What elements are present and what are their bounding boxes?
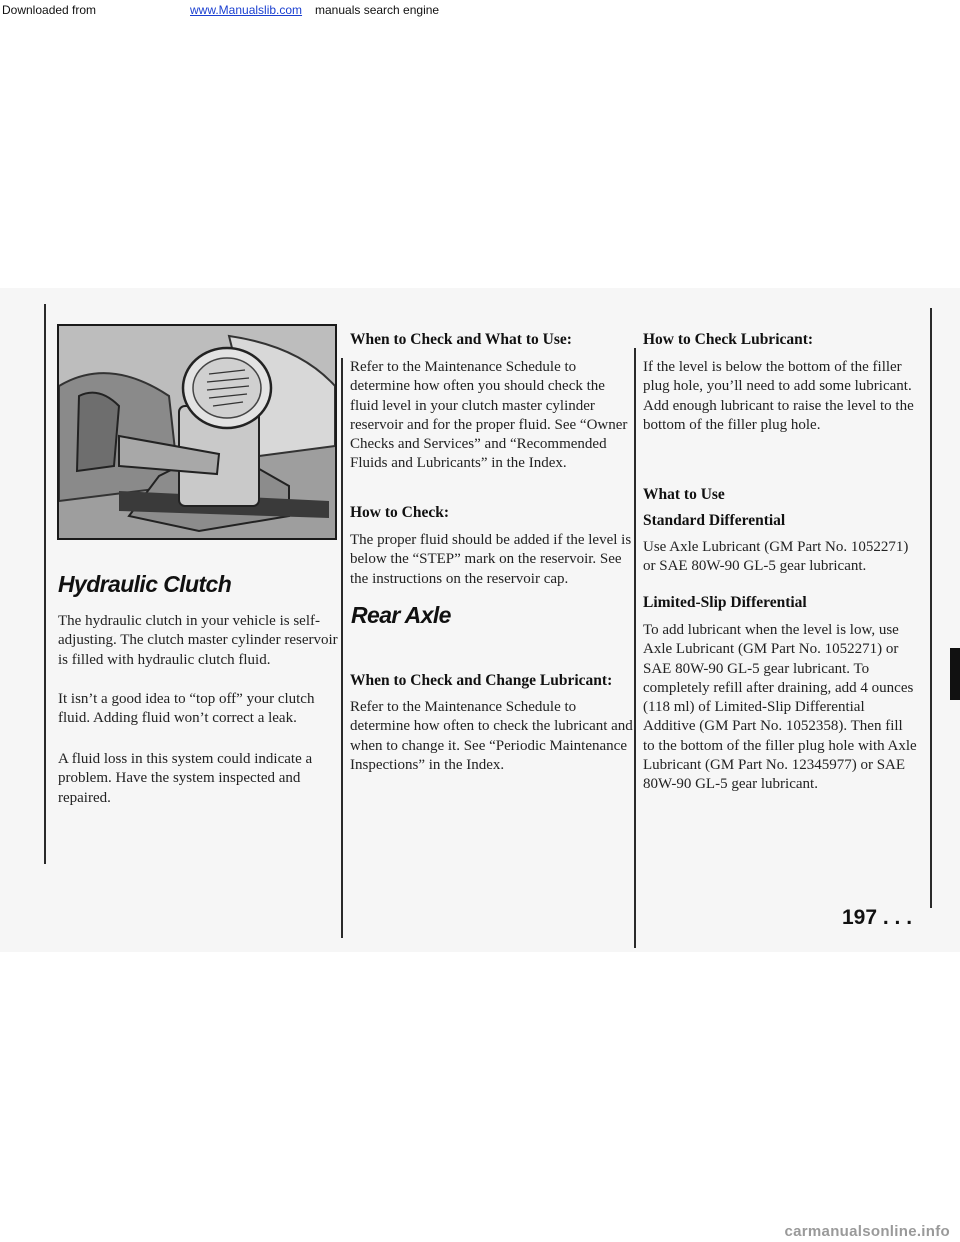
- header-prefix: Downloaded from: [2, 3, 97, 17]
- when-to-check-body: Refer to the Maintenance Schedule to determine how often you should check the fluid level in your clutch master cylinder reservoir and for the proper fluid. See “Owner Checks and Services” and “Recommended Fluids and Lubricants” in the Index.: [350, 359, 628, 472]
- manualslib-link[interactable]: www.Manualslib.com: [190, 3, 303, 17]
- when-to-check-heading: When to Check and What to Use:: [350, 331, 572, 348]
- limited-slip-heading: Limited-Slip Differential: [643, 594, 807, 611]
- right-margin-rule: [930, 308, 932, 908]
- hydraulic-clutch-paragraph-3: A fluid loss in this system could indicate a problem. Have the system inspected and repaired.: [58, 751, 313, 806]
- rear-axle-body: Refer to the Maintenance Schedule to determine how often to check the lubricant and when to change it. See “Periodic Maintenance Inspections” in the Index.: [350, 699, 633, 773]
- download-header: [0, 0, 960, 22]
- section-tab-marker: [950, 648, 960, 700]
- how-to-check-body: The proper fluid should be added if the level is below the “STEP” mark on the reservoir. See the instructions on the reservoir cap.: [350, 532, 632, 587]
- how-to-check-lubricant-body: If the level is below the bottom of the filler plug hole, you’ll need to add some lubricant. Add enough lubricant to raise the level to the bottom of the filler plug hole.: [643, 359, 914, 433]
- change-lubricant-heading: When to Check and Change Lubricant:: [350, 672, 613, 689]
- watermark-logo: carmanualsonline.info: [784, 1223, 950, 1240]
- column-divider-2: [634, 348, 636, 948]
- clutch-reservoir-illustration: [57, 324, 337, 540]
- how-to-check-lubricant-heading: How to Check Lubricant:: [643, 331, 814, 348]
- what-to-use-heading: What to Use: [643, 486, 725, 503]
- rear-axle-title: Rear Axle: [351, 602, 451, 628]
- header-suffix: manuals search engine: [315, 3, 440, 17]
- column-divider-1: [341, 358, 343, 938]
- standard-differential-heading: Standard Differential: [643, 512, 786, 529]
- manual-page: [0, 288, 960, 952]
- hydraulic-clutch-title: Hydraulic Clutch: [58, 571, 232, 597]
- how-to-check-heading: How to Check:: [350, 504, 450, 521]
- left-margin-rule: [44, 304, 46, 864]
- hydraulic-clutch-paragraph-1: The hydraulic clutch in your vehicle is self-adjusting. The clutch master cylinder reservoir is filled with hydraulic clutch fluid.: [58, 613, 338, 668]
- limited-slip-body: To add lubricant when the level is low, use Axle Lubricant (GM Part No. 1052271) or SAE 80W-90 GL-5 gear lubricant. To completely refill after draining, add 4 ounces (118 ml) of Limited-Slip Differential Additive (GM Part No. 1052358). Then fill to the bottom of the filler plug hole with Axle Lubricant (GM Part No. 12345977) or SAE 80W-90 GL-5 gear lubricant.: [643, 622, 917, 793]
- clutch-reservoir-icon: [59, 326, 335, 538]
- standard-differential-body: Use Axle Lubricant (GM Part No. 1052271) or SAE 80W-90 GL-5 gear lubricant.: [643, 539, 909, 575]
- hydraulic-clutch-paragraph-2: It isn’t a good idea to “top off” your clutch fluid. Adding fluid won’t correct a leak.: [58, 691, 315, 727]
- page-number: 197 . . .: [842, 906, 913, 929]
